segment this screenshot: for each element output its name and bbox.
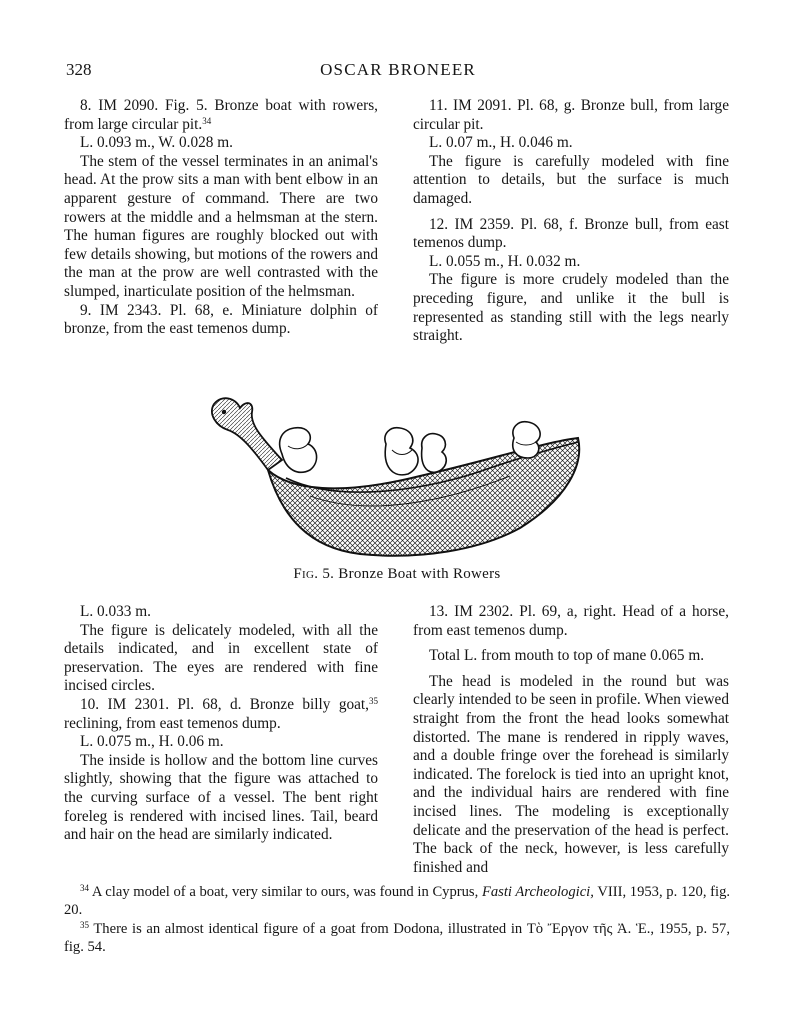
item-12-dimensions: L. 0.055 m., H. 0.032 m. <box>429 252 581 270</box>
right-column-top <box>413 97 729 346</box>
figure-caption <box>0 566 794 583</box>
item-10-heading: 10. IM 2301. Pl. 68, d. Bronze billy goat,$^{35}$ reclining, from east temenos dump. <box>64 695 378 732</box>
animal-head-stem <box>212 398 282 470</box>
item-11-description: The figure is carefully modeled with fine attention to details, but the surface is much damaged. <box>413 152 729 207</box>
item-13-heading: 13. IM 2302. Pl. 69, a, right. Head of a horse, from east temenos dump. <box>413 603 729 639</box>
item-8-description: The stem of the vessel terminates in an animal's head. At the prow sits a man with bent elbow in an apparent gesture of command. There are two rowers at the middle and a helmsman at the stern. The human figures are roughly blocked out with few details showing, but motions of the rowers and the man at the prow are well contrasted with the slumped, inarticulate position of the helmsman. <box>64 152 378 300</box>
item-11-heading: 11. IM 2091. Pl. 68, g. Bronze bull, from large circular pit. <box>413 97 729 133</box>
item-13-description: The head is modeled in the round but was clearly intended to be seen in profile. When viewed straight from the front the head looks somewhat distorted. The mane is rendered in ripply waves, and a double fringe over the forehead is similarly indicated. The forelock is tied into an upright knot, and the individual hairs are rendered with fine incised lines. The modeling is exceptionally delicate and the preservation of the head is perfect. The back of the neck, however, is less carefully finished and <box>413 672 729 876</box>
item-12-heading: 12. IM 2359. Pl. 68, f. Bronze bull, from east temenos dump. <box>413 215 729 252</box>
prow-figure <box>280 428 317 473</box>
page-number: 328 <box>66 60 92 79</box>
figure-caption-text: Bronze Boat with Rowers <box>338 566 501 582</box>
footnote-ref-34[interactable]: 34 <box>202 115 212 126</box>
item-13-dimensions: Total L. from mouth to top of mane 0.065 m. <box>429 647 705 665</box>
bronze-boat-illustration <box>190 378 610 564</box>
left-column-top <box>64 97 378 339</box>
item-10-dimensions: L. 0.075 m., H. 0.06 m. <box>80 733 224 751</box>
running-title: OSCAR BRONEER <box>320 60 476 79</box>
item-9-dimensions: L. 0.033 m. <box>80 603 151 620</box>
rower-1 <box>385 428 418 475</box>
footnote-35: $^{35}$ There is an almost identical figure of a goat from Dodona, illustrated in Τὸ Ἔργον τῆς Ἀ. Ἑ., 1955, p. 57, fig. 54. <box>64 919 731 956</box>
rower-2 <box>422 434 447 473</box>
item-12-description: The figure is more crudely modeled than the preceding figure, and unlike it the bull is represented as standing still with the legs nearly straight. <box>413 271 729 345</box>
footnote-ref-35[interactable]: 35 <box>369 695 378 706</box>
figure-label: Fig. 5. <box>293 566 335 582</box>
item-10-description: The inside is hollow and the bottom line curves slightly, showing that the figure was attached to the curving surface of a vessel. The bent right foreleg is rendered with incised lines. Tail, beard and hair on the head are similarly indicated. <box>64 751 378 844</box>
item-9-heading: 9. IM 2343. Pl. 68, e. Miniature dolphin of bronze, from the east temenos dump. <box>64 301 378 338</box>
item-8-heading: 8. IM 2090. Fig. 5. Bronze boat with rowers, from large circular pit.$^{34}$ <box>64 97 378 133</box>
helmsman <box>513 422 540 458</box>
page-header <box>66 60 730 84</box>
left-column-bottom <box>64 603 378 845</box>
item-11-dimensions: L. 0.07 m., H. 0.046 m. <box>429 134 573 152</box>
item-9-description: The figure is delicately modeled, with all the details indicated, and in excellent state of preservation. The eyes are rendered with fine incised circles. <box>64 621 378 695</box>
item-8-dimensions: L. 0.093 m., W. 0.028 m. <box>80 134 233 152</box>
footnotes <box>64 883 730 957</box>
footnote-34: $^{34}$ A clay model of a boat, very similar to ours, was found in Cyprus, Fasti Archeologici, VIII, 1953, p. 120, fig. 20. <box>64 883 731 919</box>
right-column-bottom <box>413 603 729 877</box>
